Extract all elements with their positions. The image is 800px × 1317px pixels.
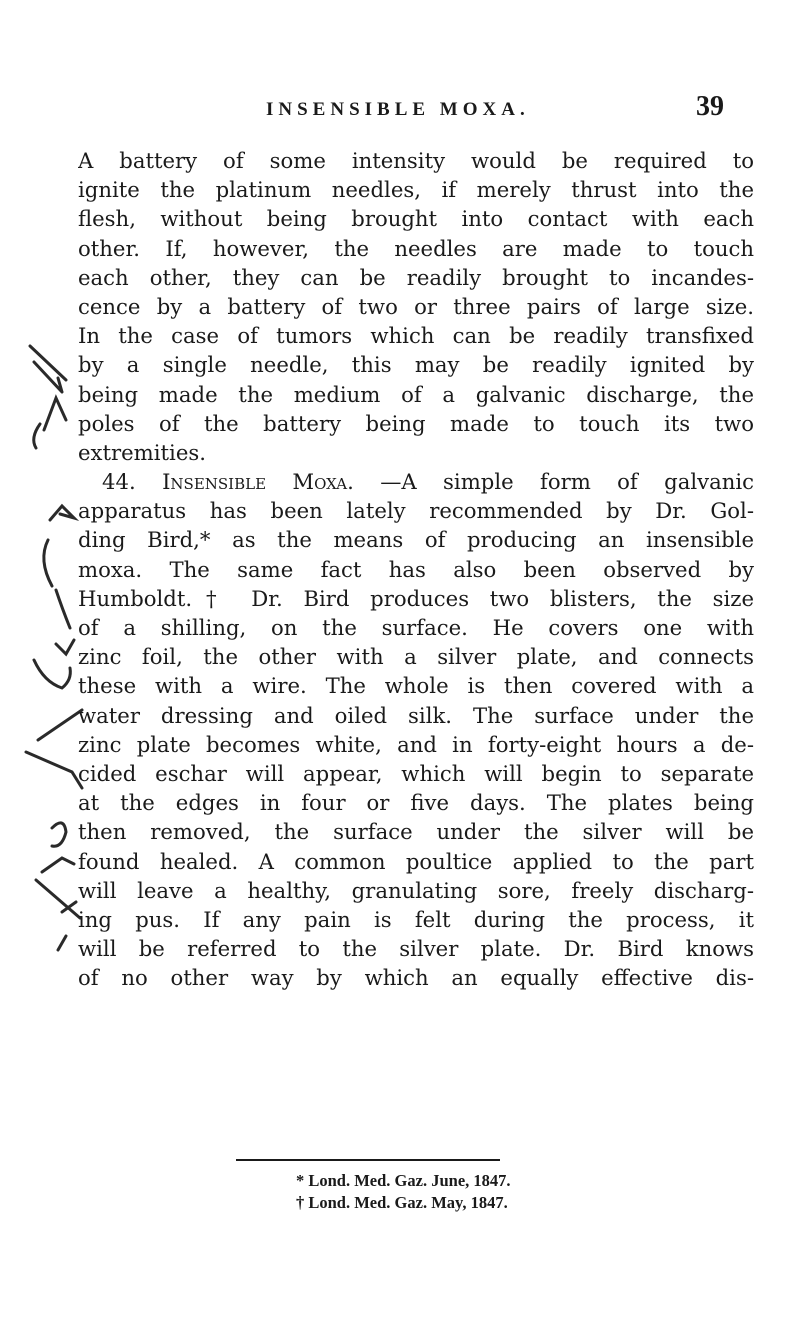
section-heading: Insensible Moxa. bbox=[162, 469, 354, 495]
text-line: then removed, the surface under the silver will be bbox=[78, 819, 754, 845]
text-line: other. If, however, the needles are made to touch bbox=[78, 235, 754, 261]
footnotes bbox=[296, 1170, 756, 1214]
running-title: INSENSIBLE MOXA. bbox=[266, 99, 530, 120]
footnote: † Lond. Med. Gaz. May, 1847. bbox=[296, 1193, 508, 1212]
text-line: will be referred to the silver plate. Dr. Bird knows bbox=[78, 936, 754, 962]
text-line: apparatus has been lately recommended by Dr. Gol- bbox=[78, 498, 754, 524]
section-lead: —A simple form of galvanic bbox=[380, 469, 754, 495]
text-line: being made the medium of a galvanic discharge, the bbox=[78, 381, 754, 407]
text-line: extremities. bbox=[78, 439, 206, 465]
footnote-divider bbox=[236, 1159, 500, 1161]
text-line: water dressing and oiled silk. The surface under the bbox=[78, 702, 754, 728]
section-heading-line bbox=[78, 467, 754, 496]
text-line: zinc plate becomes white, and in forty-eight hours a de- bbox=[78, 731, 754, 757]
section-number: 44. bbox=[102, 469, 136, 495]
text-line: cided eschar will appear, which will begin to separate bbox=[78, 760, 754, 786]
text-line: In the case of tumors which can be readily transfixed bbox=[78, 323, 754, 349]
text-line: moxa. The same fact has also been observed by bbox=[78, 556, 754, 582]
text-line: by a single needle, this may be readily ignited by bbox=[78, 352, 754, 378]
text-line: cence by a battery of two or three pairs of large size. bbox=[78, 293, 754, 319]
text-line: each other, they can be readily brought to incandes- bbox=[78, 264, 754, 290]
text-line: found healed. A common poultice applied to the part bbox=[78, 848, 754, 874]
body-text bbox=[78, 146, 754, 992]
text-line: ding Bird,* as the means of producing an insensible bbox=[78, 527, 754, 553]
text-line: ing pus. If any pain is felt during the process, it bbox=[78, 906, 754, 932]
text-line: poles of the battery being made to touch its two bbox=[78, 410, 754, 436]
page-number: 39 bbox=[696, 91, 724, 122]
text-line: these with a wire. The whole is then covered with a bbox=[78, 673, 754, 699]
text-line: of a shilling, on the surface. He covers one with bbox=[78, 615, 754, 640]
running-head bbox=[0, 91, 800, 131]
text-line: A battery of some intensity would be required to bbox=[78, 148, 754, 173]
text-line: zinc foil, the other with a silver plate, and connects bbox=[78, 644, 754, 670]
text-line: ignite the platinum needles, if merely thrust into the bbox=[78, 177, 754, 203]
text-line: at the edges in four or five days. The plates being bbox=[78, 790, 754, 816]
footnote: * Lond. Med. Gaz. June, 1847. bbox=[296, 1171, 511, 1190]
text-line: Humboldt.† Dr. Bird produces two blisters, the size bbox=[78, 585, 754, 611]
text-line: flesh, without being brought into contact with each bbox=[78, 206, 754, 232]
text-line: of no other way by which an equally effective dis- bbox=[78, 965, 754, 991]
text-line: will leave a healthy, granulating sore, freely discharg- bbox=[78, 877, 754, 903]
